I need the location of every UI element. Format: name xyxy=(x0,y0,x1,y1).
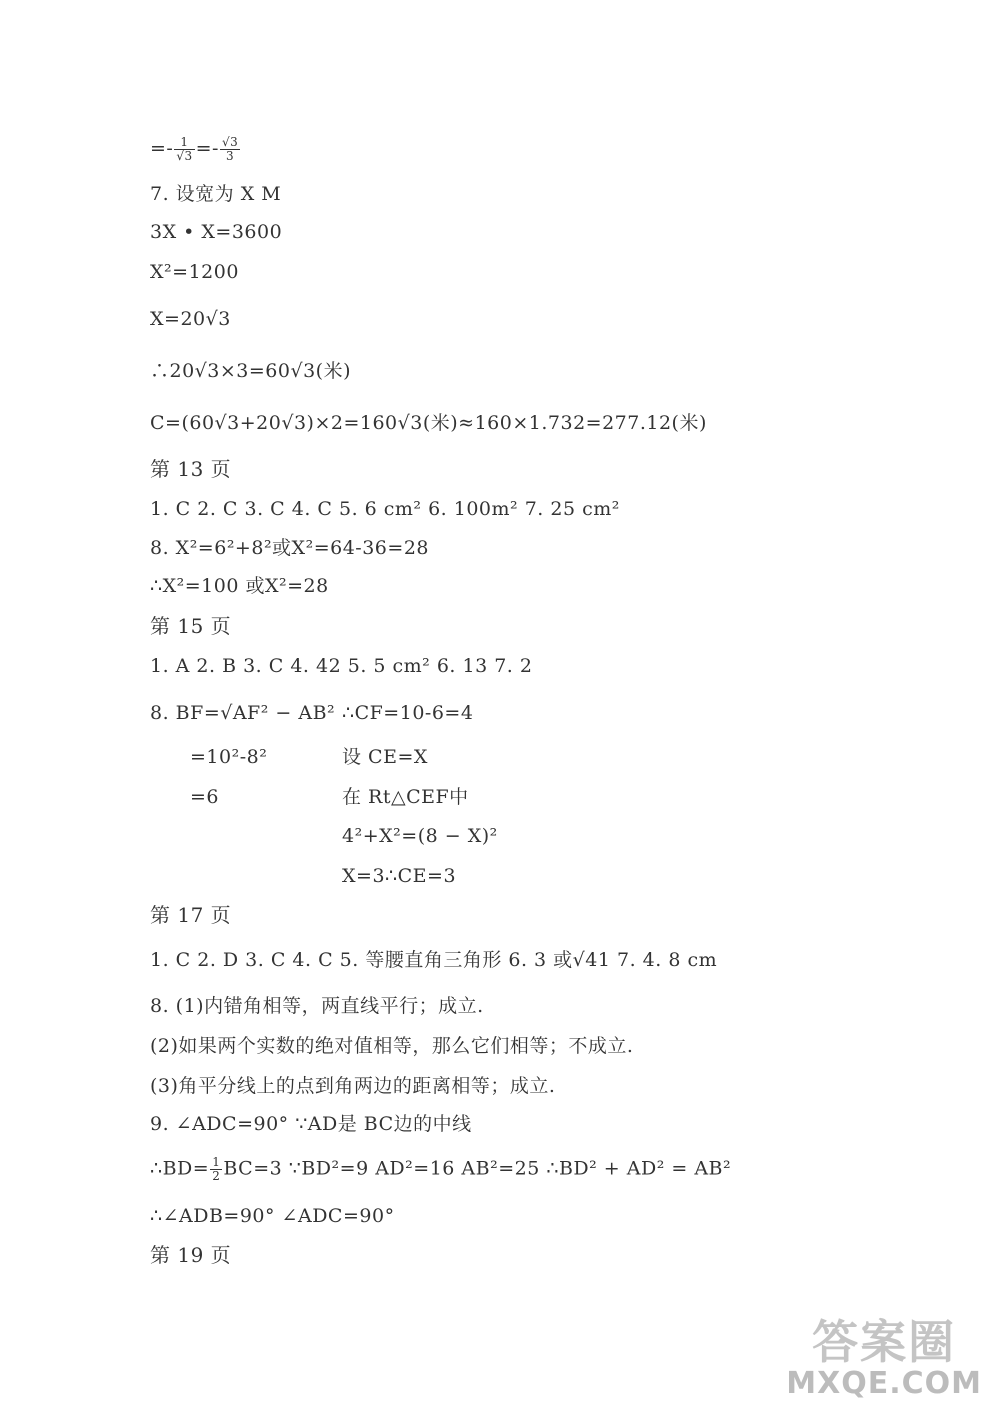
answer-line: (2)如果两个实数的绝对值相等，那么它们相等；不成立. xyxy=(150,1035,634,1057)
answer-line: =6 xyxy=(190,786,220,808)
text-segment: =- xyxy=(195,137,219,160)
answer-line: 在 Rt△CEF中 xyxy=(342,786,469,808)
answer-line-fraction xyxy=(150,1156,731,1183)
answer-line: 4²+X²=(8 − X)² xyxy=(342,825,498,847)
answer-line: X=20√3 xyxy=(150,308,231,330)
fraction-numerator: 1 xyxy=(212,1155,221,1169)
answer-line: 设 CE=X xyxy=(342,746,428,768)
answer-line: 8. X²=6²+8²或X²=64-36=28 xyxy=(150,537,429,559)
page-heading-15: 第 15 页 xyxy=(150,614,232,638)
fraction-numerator: √3 xyxy=(221,135,239,149)
answer-line: ∴20√3×3=60√3(米) xyxy=(150,360,351,382)
watermark-logo-text: 答案圈 xyxy=(812,1315,957,1369)
answer-line: 1. C 2. C 3. C 4. C 5. 6 cm² 6. 100m² 7. 25 cm² xyxy=(150,498,620,520)
answer-line: 7. 设宽为 X M xyxy=(150,183,282,205)
answer-line: 9. ∠ADC=90° ∵AD是 BC边的中线 xyxy=(150,1113,472,1135)
answer-line: C=(60√3+20√3)×2=160√3(米)≈160×1.732=277.12(米) xyxy=(150,412,707,434)
answer-line: 1. A 2. B 3. C 4. 42 5. 5 cm² 6. 13 7. 2 xyxy=(150,655,533,677)
text-segment: ∴BD= xyxy=(150,1157,210,1180)
watermark-url: MXQE.COM xyxy=(786,1366,982,1401)
answer-line-fraction xyxy=(150,136,241,163)
answer-line: 8. BF=√AF² − AB² xyxy=(150,702,336,724)
fraction-denominator: 3 xyxy=(226,149,235,163)
text-segment: BC=3 ∵BD²=9 AD²=16 AB²=25 ∴BD² + AD² = AB² xyxy=(223,1157,732,1180)
text-segment: =- xyxy=(150,137,174,160)
fraction-numerator: 1 xyxy=(174,136,194,150)
page-heading-19: 第 19 页 xyxy=(150,1243,232,1267)
answer-line: X=3∴CE=3 xyxy=(342,865,457,887)
answer-line: ∴CF=10-6=4 xyxy=(342,702,474,724)
fraction xyxy=(210,1156,222,1183)
answer-line: (3)角平分线上的点到角两边的距离相等；成立. xyxy=(150,1075,556,1097)
fraction-denominator: √3 xyxy=(176,149,193,163)
fraction-denominator: 2 xyxy=(212,1169,221,1183)
page-heading-17: 第 17 页 xyxy=(150,903,232,927)
answer-line: X²=1200 xyxy=(150,261,239,283)
answer-line: 3X • X=3600 xyxy=(150,221,283,243)
answer-line: 8. (1)内错角相等，两直线平行；成立. xyxy=(150,995,484,1017)
fraction xyxy=(220,136,240,163)
page-heading-13: 第 13 页 xyxy=(150,457,232,481)
answer-line: ∴X²=100 或X²=28 xyxy=(150,575,329,597)
answer-line: ∴∠ADB=90° ∠ADC=90° xyxy=(150,1205,395,1227)
fraction xyxy=(174,136,194,163)
site-watermark xyxy=(786,1316,982,1400)
answer-line: 1. C 2. D 3. C 4. C 5. 等腰直角三角形 6. 3 或√41 7. 4. 8 cm xyxy=(150,949,718,971)
answer-line: =10²-8² xyxy=(190,746,268,768)
